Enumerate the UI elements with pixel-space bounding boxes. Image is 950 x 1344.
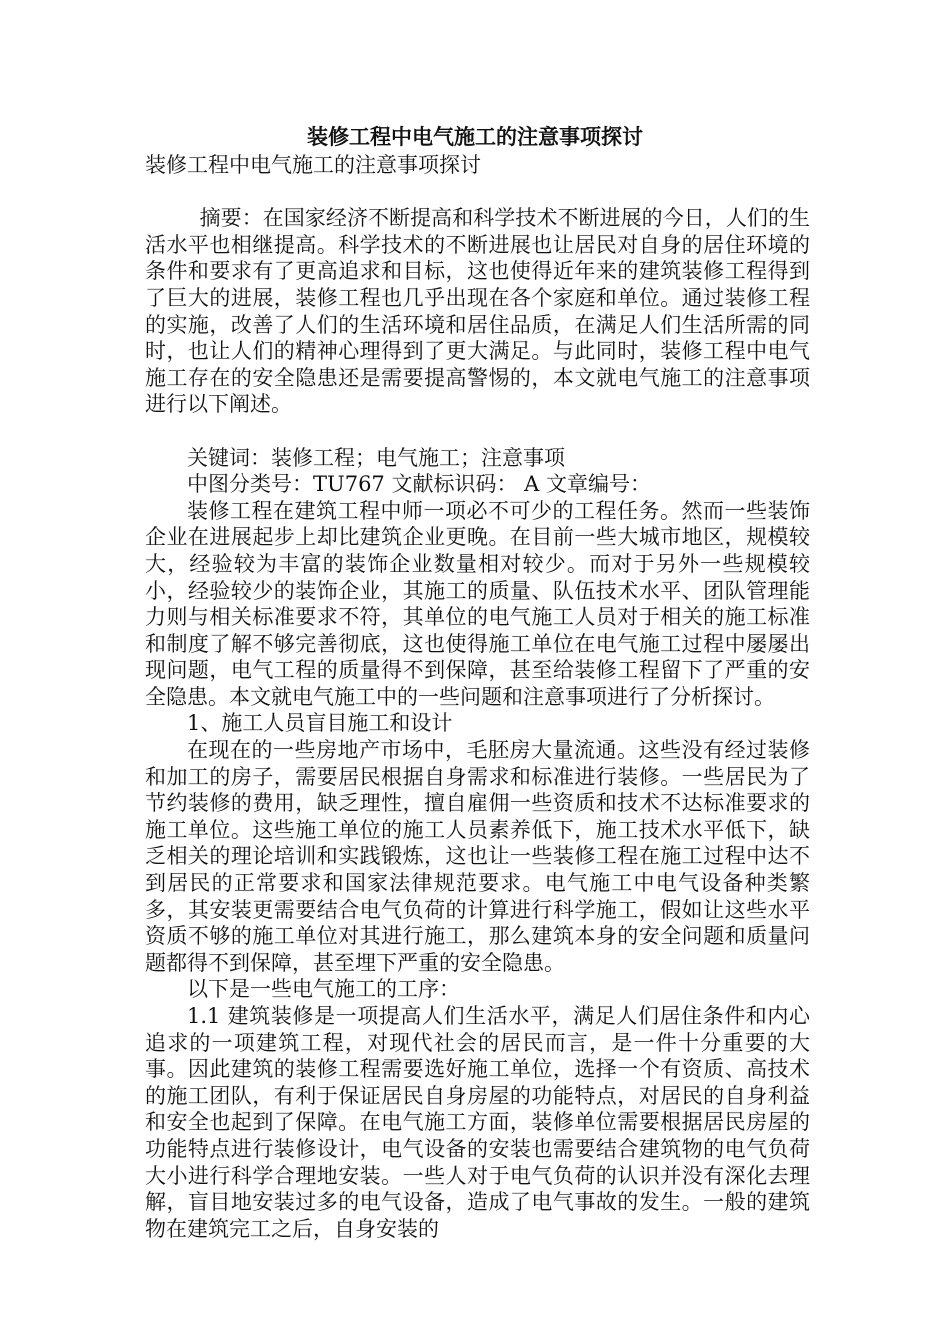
keywords-line: 关键词：装修工程；电气施工；注意事项: [187, 445, 565, 470]
document-title: 装修工程中电气施工的注意事项探讨: [307, 124, 643, 149]
procedures-lead-line: 以下是一些电气施工的工序：: [187, 977, 460, 1002]
section-1-paragraph: 在现在的一些房地产市场中，毛胚房大量流通。这些没有经过装修和加工的房子，需要居民根据自身需求和标准进行装修。一些居民为了节约装修的费用，缺乏理性，擅自雇佣一些资质和技术不达标准要求的施工单位。这些施工单位的施工人员素养低下，施工技术水平低下，缺乏相关的理论培训和实践锻炼，这也让一些装修工程在施工过程中达不到居民的正常要求和国家法律规范要求。电气施工中电气设备种类繁多，其安装更需要结合电气负荷的计算进行科学施工，假如让这些水平资质不够的施工单位对其进行施工，那么建筑本身的安全问题和质量问题都得不到保障，甚至埋下严重的安全隐患。: [145, 738, 810, 975]
document-body: [145, 152, 810, 1242]
classification-line: 中图分类号：TU767 文献标识码： A 文章编号：: [187, 472, 651, 497]
document-subtitle: 装修工程中电气施工的注意事项探讨: [145, 153, 481, 177]
blank-line: [145, 418, 810, 445]
blank-line: [145, 179, 810, 206]
section-1-heading: 1、施工人员盲目施工和设计: [187, 711, 453, 736]
intro-paragraph: 装修工程在建筑工程中师一项必不可少的工程任务。然而一些装饰企业在进展起步上却比建筑企业更晚。在目前一些大城市地区，规模较大，经验较为丰富的装饰企业数量相对较少。而对于另外一些规模较小，经验较少的装饰企业，其施工的质量、队伍技术水平、团队管理能力则与相关标准要求不符，其单位的电气施工人员对于相关的施工标准和制度了解不够完善彻底，这也使得施工单位在电气施工过程中屡屡出现问题，电气工程的质量得不到保障，甚至给装修工程留下了严重的安全隐患。本文就电气施工中的一些问题和注意事项进行了分析探讨。: [145, 498, 810, 709]
abstract-paragraph: 摘要：在国家经济不断提高和科学技术不断进展的今日，人们的生活水平也相继提高。科学技术的不断进展也让居民对自身的居住环境的条件和要求有了更高追求和目标，这也使得近年来的建筑装修工程得到了巨大的进展，装修工程也几乎出现在各个家庭和单位。通过装修工程的实施，改善了人们的生活环境和居住品质，在满足人们生活所需的同时，也让人们的精神心理得到了更大满足。与此同时，装修工程中电气施工存在的安全隐患还是需要提高警惕的，本文就电气施工的注意事项进行以下阐述。: [145, 206, 810, 417]
item-1-1-paragraph: 1.1 建筑装修是一项提高人们生活水平，满足人们居住条件和内心追求的一项建筑工程，对现代社会的居民而言，是一件十分重要的大事。因此建筑的装修工程需要选好施工单位，选择一个有资质、高技术的施工团队，有利于保证居民自身房屋的功能特点，对居民的自身利益和安全也起到了保障。在电气施工方面，装修单位需要根据居民房屋的功能特点进行装修设计，电气设备的安装也需要结合建筑物的电气负荷大小进行科学合理地安装。一些人对于电气负荷的认识并没有深化去理解，盲目地安装过多的电气设备，造成了电气事故的发生。一般的建筑物在建筑完工之后，自身安装的: [145, 1004, 810, 1241]
